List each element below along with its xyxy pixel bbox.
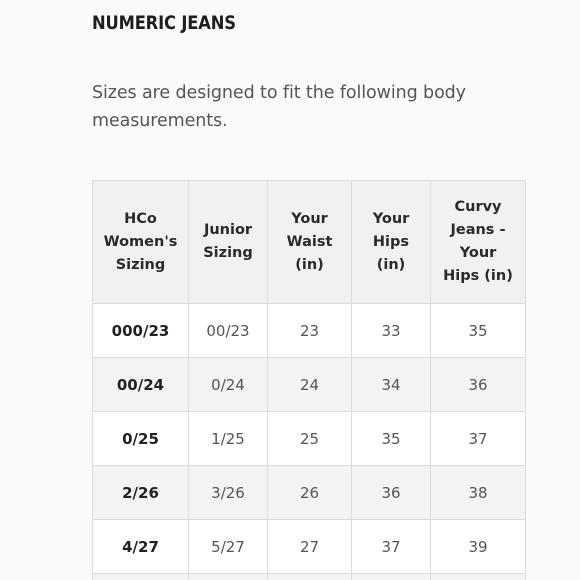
table-row	[93, 520, 526, 574]
column-header-waist: Your Waist (in)	[268, 181, 352, 304]
column-header-hco-sizing: HCo Women's Sizing	[93, 181, 189, 304]
hips-cell: 35	[352, 412, 431, 466]
hips-cell: 36	[352, 466, 431, 520]
waist-cell: 26	[268, 466, 352, 520]
hco-size-cell: 000/23	[93, 304, 189, 358]
waist-cell: 24	[268, 358, 352, 412]
curvy-hips-cell: 39	[431, 520, 526, 574]
column-header-curvy-hips: Curvy Jeans - Your Hips (in)	[431, 181, 526, 304]
table-header-row	[93, 181, 526, 304]
curvy-hips-cell: 35	[431, 304, 526, 358]
junior-size-cell: 5/27	[189, 520, 268, 574]
table-row	[93, 358, 526, 412]
hco-size-cell: 00/24	[93, 358, 189, 412]
junior-size-cell: 00/23	[189, 304, 268, 358]
junior-size-cell: 0/24	[189, 358, 268, 412]
column-header-hips: Your Hips (in)	[352, 181, 431, 304]
hips-cell: 37	[352, 520, 431, 574]
waist-cell: 25	[268, 412, 352, 466]
intro-text: Sizes are designed to fit the following body measurements.	[92, 83, 466, 131]
table-row	[93, 304, 526, 358]
page-title: NUMERIC JEANS	[92, 12, 236, 34]
junior-size-cell: 3/26	[189, 466, 268, 520]
waist-cell: 23	[268, 304, 352, 358]
table-row-partial	[93, 574, 526, 580]
curvy-hips-cell: 37	[431, 412, 526, 466]
hips-cell: 33	[352, 304, 431, 358]
junior-size-cell: 1/25	[189, 412, 268, 466]
hco-size-cell: 2/26	[93, 466, 189, 520]
curvy-hips-cell: 38	[431, 466, 526, 520]
hips-cell: 34	[352, 358, 431, 412]
waist-cell: 27	[268, 520, 352, 574]
table-row	[93, 412, 526, 466]
curvy-hips-cell: 36	[431, 358, 526, 412]
column-header-junior-sizing: Junior Sizing	[189, 181, 268, 304]
hco-size-cell: 0/25	[93, 412, 189, 466]
hco-size-cell: 4/27	[93, 520, 189, 574]
size-chart-table	[92, 180, 526, 580]
table-row	[93, 466, 526, 520]
